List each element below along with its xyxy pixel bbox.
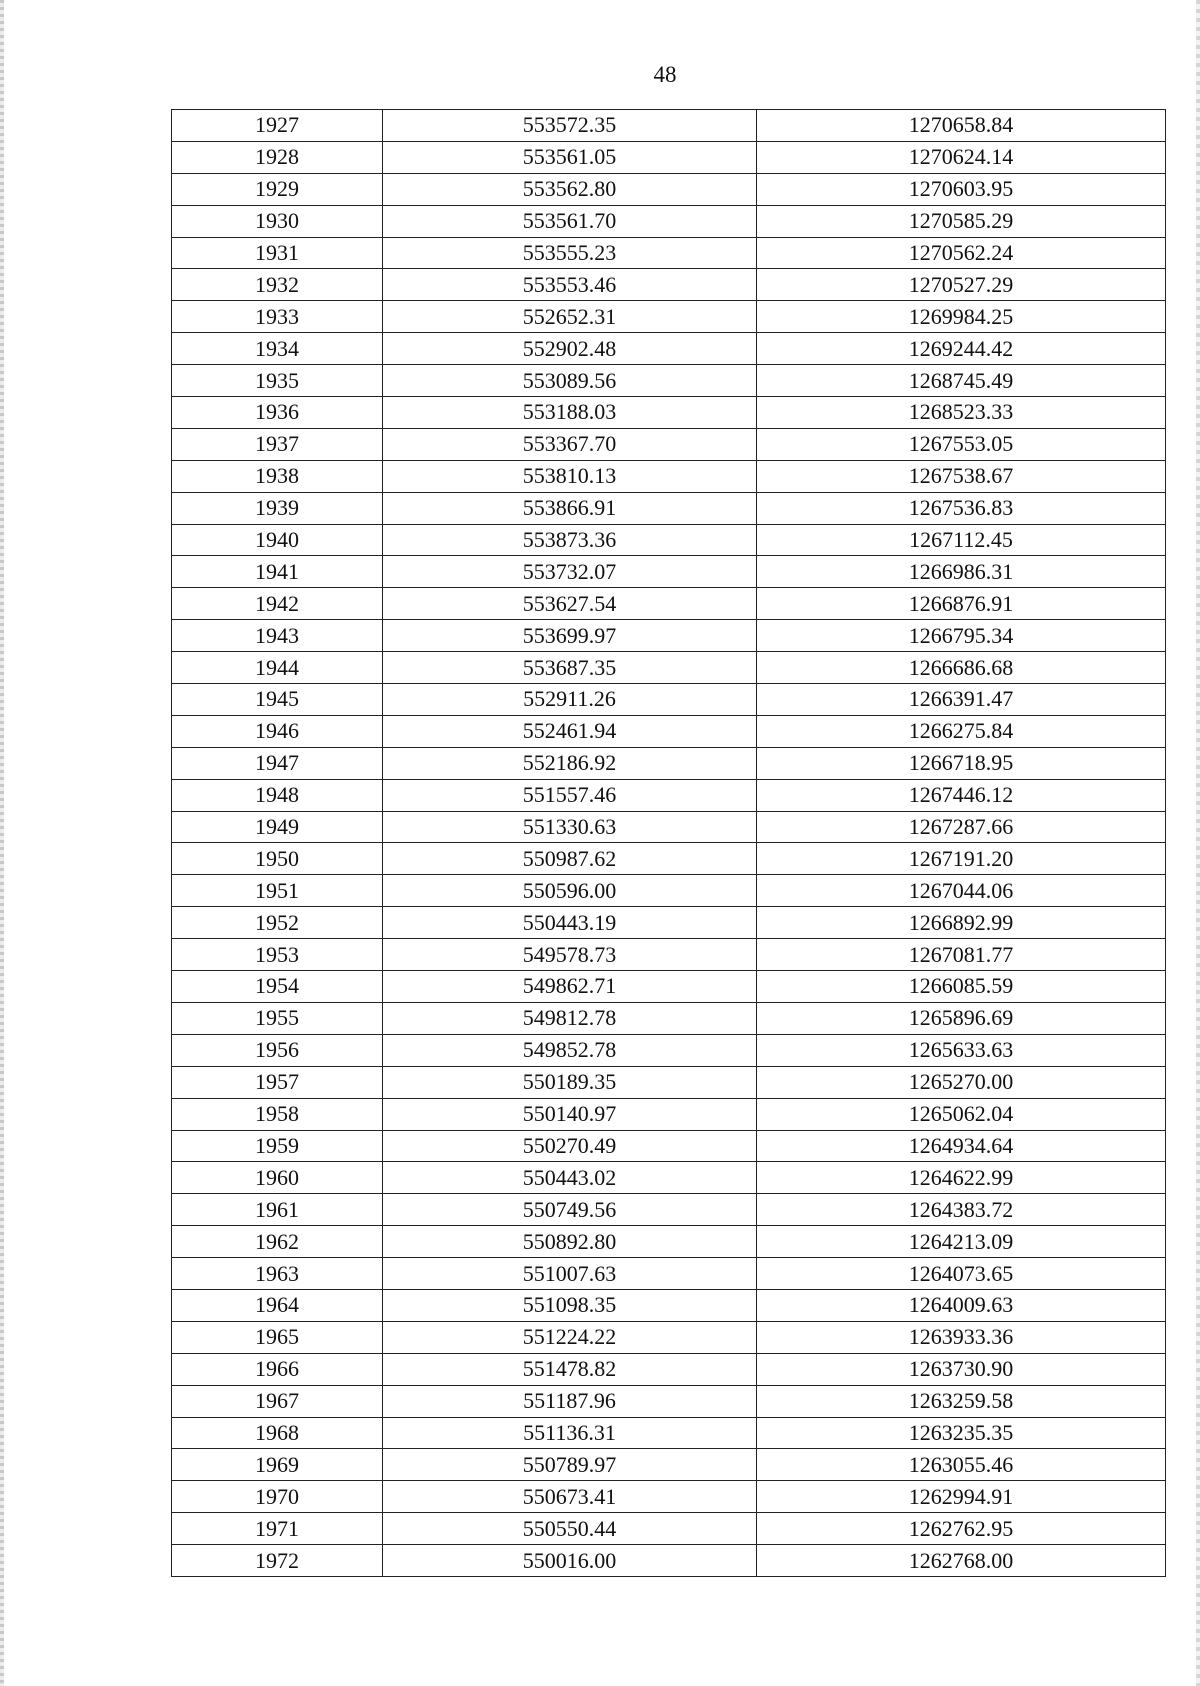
table-row [172,843,1166,875]
table-row [172,110,1166,142]
y-coordinate-cell: 1263259.58 [757,1385,1166,1417]
y-coordinate-cell: 1264934.64 [757,1130,1166,1162]
point-number-cell: 1949 [172,811,383,843]
table-row [172,1066,1166,1098]
table-row [172,715,1166,747]
table-row [172,269,1166,301]
table-row [172,779,1166,811]
point-number-cell: 1936 [172,397,383,429]
table-row [172,1130,1166,1162]
point-number-cell: 1929 [172,173,383,205]
y-coordinate-cell: 1266391.47 [757,684,1166,716]
x-coordinate-cell: 550789.97 [383,1449,757,1481]
table-row [172,684,1166,716]
y-coordinate-cell: 1267538.67 [757,460,1166,492]
y-coordinate-cell: 1263055.46 [757,1449,1166,1481]
y-coordinate-cell: 1267081.77 [757,939,1166,971]
x-coordinate-cell: 553572.35 [383,110,757,142]
table-row [172,397,1166,429]
y-coordinate-cell: 1262994.91 [757,1481,1166,1513]
point-number-cell: 1928 [172,141,383,173]
point-number-cell: 1933 [172,301,383,333]
table-row [172,875,1166,907]
x-coordinate-cell: 550140.97 [383,1098,757,1130]
table-row [172,1353,1166,1385]
x-coordinate-cell: 550550.44 [383,1513,757,1545]
y-coordinate-cell: 1267553.05 [757,428,1166,460]
y-coordinate-cell: 1270603.95 [757,173,1166,205]
y-coordinate-cell: 1269244.42 [757,333,1166,365]
y-coordinate-cell: 1266795.34 [757,620,1166,652]
point-number-cell: 1962 [172,1226,383,1258]
x-coordinate-cell: 550443.19 [383,907,757,939]
table-row [172,652,1166,684]
x-coordinate-cell: 552911.26 [383,684,757,716]
x-coordinate-cell: 551136.31 [383,1417,757,1449]
x-coordinate-cell: 550749.56 [383,1194,757,1226]
x-coordinate-cell: 550443.02 [383,1162,757,1194]
x-coordinate-cell: 551098.35 [383,1289,757,1321]
point-number-cell: 1960 [172,1162,383,1194]
table-row [172,556,1166,588]
table-row [172,1321,1166,1353]
x-coordinate-cell: 553188.03 [383,397,757,429]
point-number-cell: 1957 [172,1066,383,1098]
point-number-cell: 1954 [172,971,383,1003]
page-number: 48 [653,62,677,87]
table-row [172,620,1166,652]
x-coordinate-cell: 549578.73 [383,939,757,971]
point-number-cell: 1935 [172,365,383,397]
y-coordinate-cell: 1268745.49 [757,365,1166,397]
page-left-edge [0,0,4,1686]
point-number-cell: 1952 [172,907,383,939]
y-coordinate-cell: 1264009.63 [757,1289,1166,1321]
x-coordinate-cell: 551557.46 [383,779,757,811]
point-number-cell: 1953 [172,939,383,971]
y-coordinate-cell: 1270658.84 [757,110,1166,142]
y-coordinate-cell: 1265633.63 [757,1034,1166,1066]
y-coordinate-cell: 1264383.72 [757,1194,1166,1226]
table-row [172,1098,1166,1130]
x-coordinate-cell: 553866.91 [383,492,757,524]
point-number-cell: 1948 [172,779,383,811]
y-coordinate-cell: 1270527.29 [757,269,1166,301]
table-row [172,428,1166,460]
x-coordinate-cell: 550596.00 [383,875,757,907]
y-coordinate-cell: 1266686.68 [757,652,1166,684]
table-row [172,588,1166,620]
y-coordinate-cell: 1265062.04 [757,1098,1166,1130]
x-coordinate-cell: 553553.46 [383,269,757,301]
table-row [172,1449,1166,1481]
y-coordinate-cell: 1270585.29 [757,205,1166,237]
x-coordinate-cell: 549812.78 [383,1002,757,1034]
coordinates-table [171,109,1166,1577]
y-coordinate-cell: 1270624.14 [757,141,1166,173]
y-coordinate-cell: 1262762.95 [757,1513,1166,1545]
point-number-cell: 1951 [172,875,383,907]
x-coordinate-cell: 552461.94 [383,715,757,747]
x-coordinate-cell: 553561.70 [383,205,757,237]
point-number-cell: 1934 [172,333,383,365]
y-coordinate-cell: 1267112.45 [757,524,1166,556]
y-coordinate-cell: 1269984.25 [757,301,1166,333]
table-row [172,205,1166,237]
x-coordinate-cell: 550892.80 [383,1226,757,1258]
y-coordinate-cell: 1264213.09 [757,1226,1166,1258]
y-coordinate-cell: 1267446.12 [757,779,1166,811]
table-row [172,1513,1166,1545]
point-number-cell: 1939 [172,492,383,524]
table-row [172,1481,1166,1513]
table-row [172,1545,1166,1577]
point-number-cell: 1930 [172,205,383,237]
coordinates-table-body [172,110,1166,1577]
table-row [172,524,1166,556]
x-coordinate-cell: 553687.35 [383,652,757,684]
point-number-cell: 1955 [172,1002,383,1034]
x-coordinate-cell: 553367.70 [383,428,757,460]
y-coordinate-cell: 1266718.95 [757,747,1166,779]
y-coordinate-cell: 1266085.59 [757,971,1166,1003]
table-row [172,365,1166,397]
x-coordinate-cell: 551224.22 [383,1321,757,1353]
x-coordinate-cell: 552186.92 [383,747,757,779]
x-coordinate-cell: 552652.31 [383,301,757,333]
y-coordinate-cell: 1267044.06 [757,875,1166,907]
point-number-cell: 1938 [172,460,383,492]
x-coordinate-cell: 549862.71 [383,971,757,1003]
table-row [172,811,1166,843]
x-coordinate-cell: 551187.96 [383,1385,757,1417]
point-number-cell: 1961 [172,1194,383,1226]
table-row [172,1385,1166,1417]
point-number-cell: 1944 [172,652,383,684]
x-coordinate-cell: 553810.13 [383,460,757,492]
x-coordinate-cell: 550673.41 [383,1481,757,1513]
point-number-cell: 1956 [172,1034,383,1066]
point-number-cell: 1942 [172,588,383,620]
x-coordinate-cell: 552902.48 [383,333,757,365]
point-number-cell: 1943 [172,620,383,652]
table-row [172,971,1166,1003]
point-number-cell: 1937 [172,428,383,460]
point-number-cell: 1965 [172,1321,383,1353]
point-number-cell: 1941 [172,556,383,588]
y-coordinate-cell: 1267536.83 [757,492,1166,524]
page-right-edge [1196,0,1200,1686]
x-coordinate-cell: 553873.36 [383,524,757,556]
x-coordinate-cell: 550189.35 [383,1066,757,1098]
x-coordinate-cell: 550016.00 [383,1545,757,1577]
y-coordinate-cell: 1263235.35 [757,1417,1166,1449]
y-coordinate-cell: 1266876.91 [757,588,1166,620]
x-coordinate-cell: 549852.78 [383,1034,757,1066]
point-number-cell: 1971 [172,1513,383,1545]
x-coordinate-cell: 553627.54 [383,588,757,620]
point-number-cell: 1950 [172,843,383,875]
x-coordinate-cell: 553699.97 [383,620,757,652]
x-coordinate-cell: 551330.63 [383,811,757,843]
y-coordinate-cell: 1265270.00 [757,1066,1166,1098]
table-row [172,1162,1166,1194]
table-row [172,907,1166,939]
table-row [172,1034,1166,1066]
point-number-cell: 1932 [172,269,383,301]
y-coordinate-cell: 1266892.99 [757,907,1166,939]
point-number-cell: 1966 [172,1353,383,1385]
y-coordinate-cell: 1266986.31 [757,556,1166,588]
x-coordinate-cell: 551478.82 [383,1353,757,1385]
point-number-cell: 1946 [172,715,383,747]
table-row [172,1417,1166,1449]
y-coordinate-cell: 1263933.36 [757,1321,1166,1353]
point-number-cell: 1959 [172,1130,383,1162]
point-number-cell: 1964 [172,1289,383,1321]
y-coordinate-cell: 1266275.84 [757,715,1166,747]
point-number-cell: 1947 [172,747,383,779]
x-coordinate-cell: 553089.56 [383,365,757,397]
x-coordinate-cell: 553562.80 [383,173,757,205]
table-row [172,1289,1166,1321]
point-number-cell: 1967 [172,1385,383,1417]
table-row [172,939,1166,971]
point-number-cell: 1940 [172,524,383,556]
point-number-cell: 1958 [172,1098,383,1130]
x-coordinate-cell: 550270.49 [383,1130,757,1162]
table-row [172,141,1166,173]
y-coordinate-cell: 1264073.65 [757,1258,1166,1290]
x-coordinate-cell: 553555.23 [383,237,757,269]
table-row [172,333,1166,365]
y-coordinate-cell: 1267287.66 [757,811,1166,843]
table-row [172,173,1166,205]
table-row [172,301,1166,333]
point-number-cell: 1931 [172,237,383,269]
table-row [172,1226,1166,1258]
y-coordinate-cell: 1267191.20 [757,843,1166,875]
table-row [172,460,1166,492]
x-coordinate-cell: 551007.63 [383,1258,757,1290]
y-coordinate-cell: 1263730.90 [757,1353,1166,1385]
table-row [172,1002,1166,1034]
table-row [172,747,1166,779]
point-number-cell: 1927 [172,110,383,142]
y-coordinate-cell: 1268523.33 [757,397,1166,429]
table-row [172,492,1166,524]
x-coordinate-cell: 550987.62 [383,843,757,875]
table-row [172,1258,1166,1290]
point-number-cell: 1972 [172,1545,383,1577]
y-coordinate-cell: 1265896.69 [757,1002,1166,1034]
y-coordinate-cell: 1262768.00 [757,1545,1166,1577]
table-row [172,1194,1166,1226]
point-number-cell: 1945 [172,684,383,716]
y-coordinate-cell: 1270562.24 [757,237,1166,269]
x-coordinate-cell: 553561.05 [383,141,757,173]
point-number-cell: 1968 [172,1417,383,1449]
y-coordinate-cell: 1264622.99 [757,1162,1166,1194]
point-number-cell: 1969 [172,1449,383,1481]
table-row [172,237,1166,269]
point-number-cell: 1970 [172,1481,383,1513]
point-number-cell: 1963 [172,1258,383,1290]
x-coordinate-cell: 553732.07 [383,556,757,588]
